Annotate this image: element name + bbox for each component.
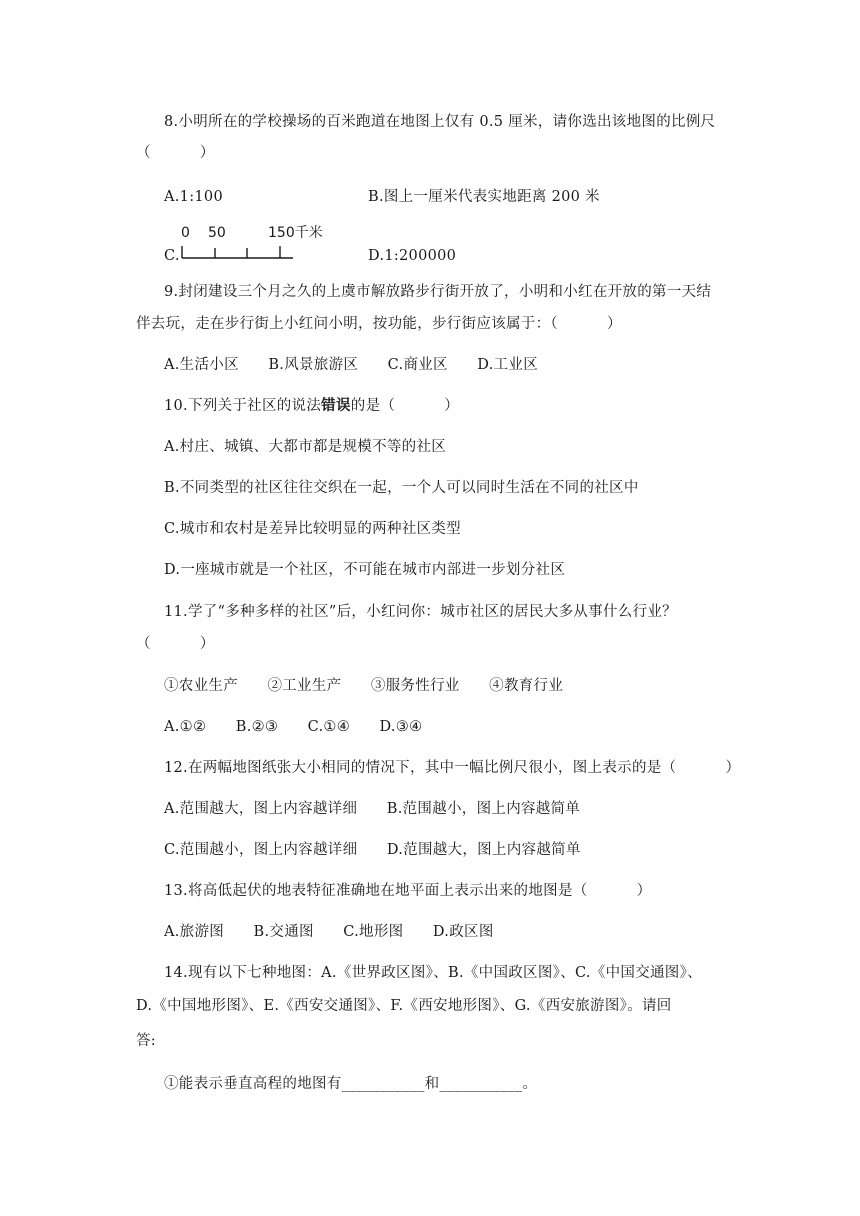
- q9-stem-line1: 9.封闭建设三个月之久的上虞市解放路步行街开放了，小明和小红在开放的第一天结: [164, 284, 712, 300]
- q9-options: A.生活小区 B.风景旅游区 C.商业区 D.工业区: [164, 357, 539, 373]
- q10-stem: [164, 396, 459, 416]
- q8-option-d: D.1:200000: [368, 248, 457, 264]
- q8-option-a: A.1:100: [164, 189, 223, 205]
- q10-option-b: B.不同类型的社区往往交织在一起，一个人可以同时生活在不同的社区中: [164, 480, 639, 496]
- q11-stem: 11.学了“多种多样的社区”后，小红问你：城市社区的居民大多从事什么行业？: [164, 604, 677, 620]
- q12-options-row2: C.范围越小，图上内容越详细 D.范围越大，图上内容越简单: [164, 842, 581, 858]
- q14-sub-question-1: ①能表示垂直高程的地图有___________和___________。: [164, 1076, 538, 1092]
- scale-label-150: 150千米: [268, 225, 323, 241]
- q10-option-a: A.村庄、城镇、大都市都是规模不等的社区: [164, 439, 447, 455]
- q10-stem-bold: 错误: [321, 397, 351, 414]
- q12-options-row1: A.范围越大，图上内容越详细 B.范围越小，图上内容越简单: [164, 801, 581, 817]
- q10-option-d: D.一座城市就是一个社区，不可能在城市内部进一步划分社区: [164, 562, 566, 578]
- q14-stem-line3: 答:: [136, 1033, 156, 1049]
- q10-option-c: C.城市和农村是差异比较明显的两种社区类型: [164, 521, 461, 537]
- q14-stem-line2: D.《中国地形图》、E.《西安交通图》、F.《西安地形图》、G.《西安旅游图》。请回: [136, 998, 672, 1014]
- q8-option-c-scale-bar: [181, 222, 331, 264]
- q9-stem-line2: 伴去玩，走在步行街上小红问小明，按功能，步行街应该属于：（ ）: [136, 316, 622, 332]
- q8-answer-paren: （ ）: [136, 145, 215, 161]
- q13-options: A.旅游图 B.交通图 C.地形图 D.政区图: [164, 924, 494, 940]
- scale-label-0: 0: [181, 225, 190, 241]
- q14-stem-line1: 14.现有以下七种地图：A.《世界政区图》、B.《中国政区图》、C.《中国交通图》、: [164, 965, 702, 981]
- q8-option-b: B.图上一厘米代表实地距离 200 米: [368, 189, 600, 205]
- q8-option-c-label: C.: [164, 248, 180, 264]
- q10-stem-pre: 10.下列关于社区的说法: [164, 398, 322, 414]
- q10-stem-post: 的是（ ）: [350, 398, 460, 414]
- q8-stem: 8.小明所在的学校操场的百米跑道在地图上仅有 0.5 厘米，请你选出该地图的比例尺: [164, 114, 716, 130]
- q11-options: A.①② B.②③ C.①④ D.③④: [164, 719, 423, 735]
- q11-items: ①农业生产 ②工业生产 ③服务性行业 ④教育行业: [164, 678, 564, 694]
- q13-stem: 13.将高低起伏的地表特征准确地在地平面上表示出来的地图是（ ）: [164, 883, 652, 899]
- q12-stem: 12.在两幅地图纸张大小相同的情况下，其中一幅比例尺很小，图上表示的是（ ）: [164, 760, 741, 776]
- q11-answer-paren: （ ）: [136, 636, 215, 652]
- scale-label-50: 50: [208, 225, 226, 241]
